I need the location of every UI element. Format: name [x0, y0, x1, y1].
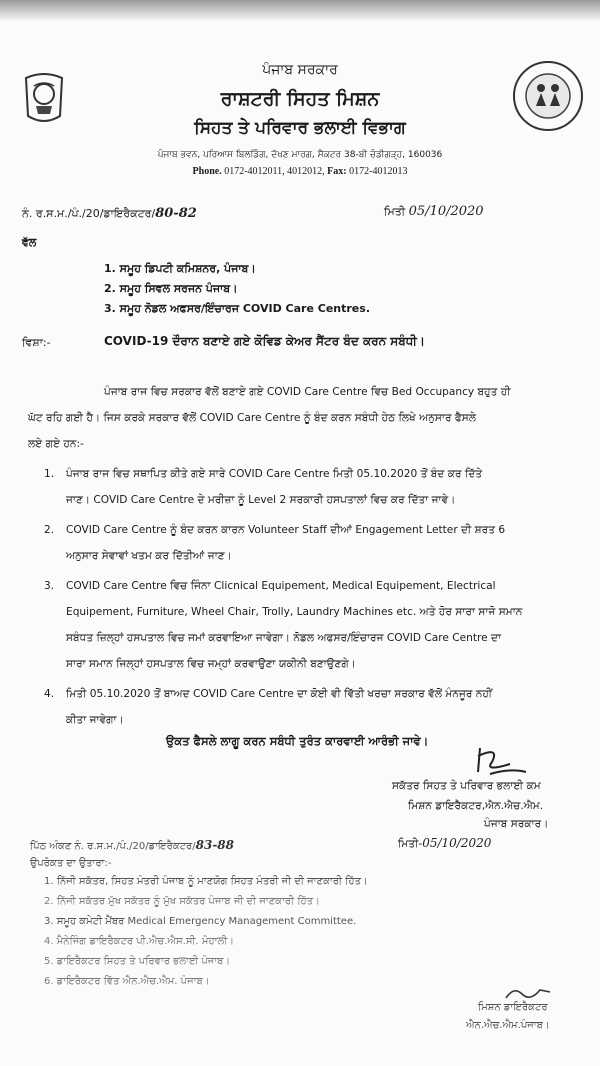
signatory-line: ਪੰਜਾਬ ਸਰਕਾਰ। [484, 818, 549, 830]
decision-line: ਮਿਤੀ 05.10.2020 ਤੋਂ ਬਾਅਦ COVID Care Centre ਦਾ ਕੋਈ ਵੀ ਵਿੱਤੀ ਖਰਚਾ ਸਰਕਾਰ ਵੱਲੋਂ ਮੰਨਜੂਰ ਨਹੀਂ [66, 688, 493, 700]
header-line-2: ਰਾਸ਼ਟਰੀ ਸਿਹਤ ਮਿਸ਼ਨ [220, 88, 380, 110]
fax-label: Fax: [327, 166, 347, 177]
endorsement-date [398, 836, 491, 851]
endorsement-handwritten: 83-88 [195, 838, 235, 852]
endorsement-number [30, 838, 234, 852]
subject-label: ਵਿਸ਼ਾ:- [22, 336, 51, 349]
endorsement-date-handwritten: 05/10/2020 [422, 836, 492, 850]
footer-signatory-line: ਐਨ.ਐਚ.ਐਮ.ਪੰਜਾਬ। [466, 1020, 550, 1031]
closing-instruction: ਉਕਤ ਫੈਸਲੇ ਲਾਗੂ ਕਰਨ ਸਬੰਧੀ ਤੁਰੰਤ ਕਾਰਵਾਈ ਆਰੰਭੀ ਜਾਵੇ। [166, 734, 429, 748]
date-handwritten: 05/10/2020 [408, 204, 484, 219]
copy-label: ਉਪਰੋਕਤ ਦਾ ਉਤਾਰਾ:- [30, 858, 112, 869]
copy-item: 2. ਨਿੱਜੀ ਸਕੱਤਰ ਮੁੱਖ ਸਕੱਤਰ ਨੂੰ ਮੁੱਖ ਸਕੱਤਰ ਪੰਜਾਬ ਜੀ ਦੀ ਜਾਣਕਾਰੀ ਹਿੱਤ। [44, 896, 320, 907]
decision-line: ਸਾਰਾ ਸਮਾਨ ਜਿਲ੍ਹਾਂ ਹਸਪਤਾਲ ਵਿਚ ਜਮ੍ਹਾਂ ਕਰਵਾਉਣਾ ਯਕੀਨੀ ਬਣਾਉਣਗੇ। [66, 658, 356, 670]
header-address: ਪੰਜਾਬ ਭਵਨ, ਪਰਿਆਸ ਬਿਲਡਿੰਗ, ਦੱਖਣ ਮਾਰਗ, ਸੈਕਟਰ 38-ਬੀ ਚੰਡੀਗੜ੍ਹ, 160036 [157, 150, 443, 160]
phone-label: Phone. [192, 166, 222, 177]
decision-line: COVID Care Centre ਵਿਚ ਜਿੰਨਾ Clicnical Equipement, Medical Equipement, Electrical [66, 580, 496, 592]
copy-item: 6. ਡਾਇਰੈਕਟਰ ਵਿੱਤ ਐਨ.ਐਚ.ਐਮ. ਪੰਜਾਬ। [44, 976, 210, 987]
recipient-item: 3. ਸਮੂਹ ਨੋਡਲ ਅਫਸਰ/ਇੰਚਾਰਜ COVID Care Centres. [104, 302, 370, 315]
decision-line: COVID Care Centre ਨੂੰ ਬੰਦ ਕਰਨ ਕਾਰਨ Volunteer Staff ਦੀਆਂ Engagement Letter ਦੀ ਸ਼ਰਤ 6 [66, 524, 506, 536]
to-label: ਵੱਲ [22, 236, 37, 249]
footer-signatory-line: ਮਿਸ਼ਨ ਡਾਇਰੈਕਟਰ [478, 1002, 548, 1013]
phone-number: 0172-4012011, 4012012, [224, 166, 325, 177]
decision-line: ਸਬੰਧਤ ਜ਼ਿਲ੍ਹਾਂ ਹਸਪਤਾਲ ਵਿਚ ਜਮਾਂ ਕਰਵਾਇਆ ਜਾਵੇਗਾ। ਨੋਡਲ ਅਫਸਰ/ਇੰਚਾਰਜ COVID Care Centre ਦਾ [66, 632, 502, 644]
reference-date [384, 204, 484, 219]
signatory-line: ਮਿਸ਼ਨ ਡਾਇਰੈਕਟਰ,ਐਨ.ਐਚ.ਐਮ. [408, 800, 544, 812]
recipient-item: 2. ਸਮੂਹ ਸਿਵਲ ਸਰਜਨ ਪੰਜਾਬ। [104, 282, 238, 295]
intro-line: ਪੰਜਾਬ ਰਾਜ ਵਿਚ ਸਰਕਾਰ ਵੱਲੋਂ ਬਣਾਏ ਗਏ COVID Care Centre ਵਿਚ Bed Occupancy ਬਹੁਤ ਹੀ [104, 386, 511, 398]
signature-mark [470, 742, 530, 782]
endorsement-date-label: ਮਿਤੀ- [398, 838, 423, 850]
decision-number: 4. [44, 688, 55, 700]
recipient-item: 1. ਸਮੂਹ ਡਿਪਟੀ ਕਮਿਸ਼ਨਰ, ਪੰਜਾਬ। [104, 262, 256, 275]
decision-line: ਜਾਣ। COVID Care Centre ਦੇ ਮਰੀਜ਼ਾ ਨੂੰ Level 2 ਸਰਕਾਰੀ ਹਸਪਤਾਲਾਂ ਵਿਚ ਕਰ ਦਿੱਤਾ ਜਾਵੇ। [66, 494, 456, 506]
copy-item: 5. ਡਾਇਰੈਕਟਰ ਸਿਹਤ ਤੇ ਪਰਿਵਾਰ ਭਲਾਈ ਪੰਜਾਬ। [44, 956, 231, 967]
reference-number [22, 206, 197, 221]
scan-shadow [0, 0, 600, 22]
copy-item: 3. ਸਮੂਹ ਕਮੇਟੀ ਮੈਂਬਰ Medical Emergency Management Committee. [44, 916, 357, 927]
endorsement-prefix: ਪਿੱਠ ਅੰਕਣ ਨੰ. ਰ.ਸ.ਮ./ਪੰ./20/ਡਾਇਰੈਕਟਰ/ [30, 841, 196, 852]
copy-item: 1. ਨਿੱਜੀ ਸਕੱਤਰ, ਸਿਹਤ ਮੰਤਰੀ ਪੰਜਾਬ ਨੂੰ ਮਾਣਯੋਗ ਸਿਹਤ ਮੰਤਰੀ ਜੀ ਦੀ ਜਾਣਕਾਰੀ ਹਿੱਤ। [44, 876, 368, 887]
intro-line: ਘੱਟ ਰਹਿ ਗਈ ਹੈ। ਜਿਸ ਕਰਕੇ ਸਰਕਾਰ ਵੱਲੋਂ COVID Care Centre ਨੂੰ ਬੰਦ ਕਰਨ ਸਬੰਧੀ ਹੇਠ ਲਿਖੇ ਅਨੁਸਾਰ ਫੈਸਲੇ [28, 412, 477, 424]
decision-line: ਪੰਜਾਬ ਰਾਜ ਵਿਚ ਸਥਾਪਿਤ ਕੀਤੇ ਗਏ ਸਾਰੇ COVID Care Centre ਮਿਤੀ 05.10.2020 ਤੋਂ ਬੰਦ ਕਰ ਦਿੱਤੇ [66, 468, 483, 480]
date-label: ਮਿਤੀ [384, 205, 406, 218]
reference-handwritten: 80-82 [155, 206, 197, 221]
decision-number: 1. [44, 468, 55, 480]
header-line-1: ਪੰਜਾਬ ਸਰਕਾਰ [262, 62, 338, 78]
intro-line: ਲਏ ਗਏ ਹਨ:- [28, 438, 84, 450]
decision-line: ਅਨੁਸਾਰ ਸੇਵਾਵਾਂ ਖਤਮ ਕਰ ਦਿੱਤੀਆਂ ਜਾਣ। [66, 550, 232, 562]
reference-prefix: ਨੰ. ਰ.ਸ.ਮ./ਪੰ./20/ਡਾਇਰੈਕਟਰ/ [22, 207, 156, 220]
copy-item: 4. ਮੈਨੇਜਿੰਗ ਡਾਇਰੈਕਟਰ ਪੀ.ਐਚ.ਐਸ.ਸੀ. ਮੋਹਾਲੀ। [44, 936, 234, 947]
fax-number: 0172-4012013 [349, 166, 408, 177]
decision-number: 2. [44, 524, 55, 536]
header-contact [0, 166, 600, 177]
header-line-3: ਸਿਹਤ ਤੇ ਪਰਿਵਾਰ ਭਲਾਈ ਵਿਭਾਗ [194, 118, 406, 138]
signatory-line: ਸਕੱਤਰ ਸਿਹਤ ਤੇ ਪਰਿਵਾਰ ਭਲਾਈ ਕਮ [392, 780, 541, 792]
decision-line: ਕੀਤਾ ਜਾਵੇਗਾ। [66, 714, 124, 726]
decision-line: Equipement, Furniture, Wheel Chair, Trolly, Laundry Machines etc. ਅਤੇ ਹੋਰ ਸਾਰਾ ਸਾਜੋ ਸਮਾਨ [66, 606, 523, 618]
subject-text: COVID-19 ਦੌਰਾਨ ਬਣਾਏ ਗਏ ਕੋਵਿਡ ਕੇਅਰ ਸੈਂਟਰ ਬੰਦ ਕਰਨ ਸਬੰਧੀ। [104, 334, 425, 348]
decision-number: 3. [44, 580, 55, 592]
